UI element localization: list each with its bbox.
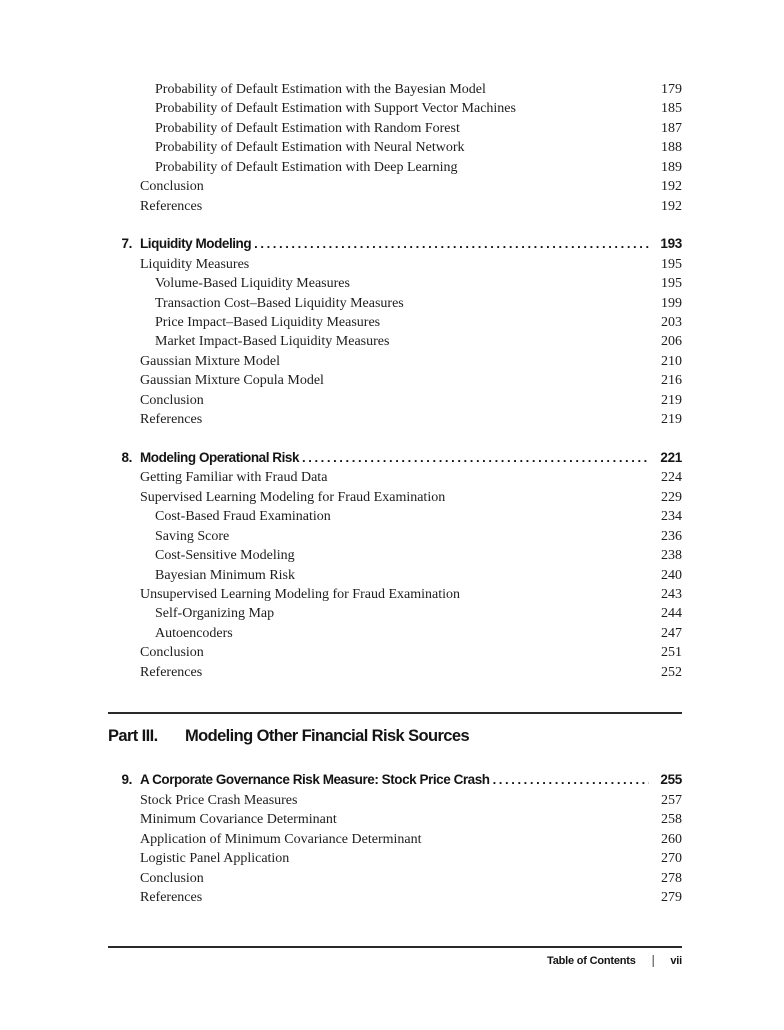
toc-entry-row	[108, 663, 682, 682]
toc-entry-page: 187	[661, 120, 682, 136]
toc-entry-page: 192	[661, 198, 682, 214]
part-heading	[108, 727, 682, 746]
toc-entry-label: Saving Score	[155, 528, 230, 544]
toc-entry-page: 234	[661, 509, 682, 525]
toc-entry-label: Supervised Learning Modeling for Fraud Examination	[140, 489, 446, 505]
toc-entry-label: Conclusion	[140, 870, 204, 886]
toc-entry-page: 210	[661, 353, 682, 369]
footer-rule	[108, 946, 682, 948]
toc-entry-page: 252	[661, 664, 682, 680]
part-divider-rule	[108, 712, 682, 714]
toc-entry-row	[108, 527, 682, 546]
footer-section-label: Table of Contents	[547, 955, 636, 967]
footer-separator: |	[651, 953, 655, 969]
toc-entry-row	[108, 99, 682, 118]
toc-entry-row	[108, 158, 682, 177]
toc-section	[108, 770, 682, 907]
toc-entry-row	[108, 849, 682, 868]
toc-entry-row	[108, 488, 682, 507]
toc-entry-label: Conclusion	[140, 645, 204, 661]
toc-entry-row	[108, 546, 682, 565]
toc-entry-label: Self-Organizing Map	[155, 606, 275, 622]
toc-entry-row	[108, 604, 682, 623]
toc-entry-label: Minimum Covariance Determinant	[140, 812, 337, 828]
part-section	[108, 712, 682, 746]
toc-entry-page: 240	[661, 567, 682, 583]
toc-entry-label: References	[140, 198, 203, 214]
toc-entry-row	[108, 313, 682, 332]
toc-entry-row	[108, 468, 682, 487]
toc-entry-label: Probability of Default Estimation with Deep Learning	[155, 159, 458, 175]
toc-entry-page: 244	[661, 606, 682, 622]
chapter-page: 255	[660, 772, 682, 788]
toc-section	[108, 448, 682, 682]
chapter-page: 221	[660, 449, 682, 465]
toc-entry-row	[108, 643, 682, 662]
page-footer	[108, 946, 682, 967]
chapter-number: 7.	[121, 236, 132, 252]
toc-entry-row	[108, 177, 682, 196]
toc-entry-row	[108, 566, 682, 585]
toc-entry-page: 258	[661, 812, 682, 828]
toc-entry-row	[108, 274, 682, 293]
dot-leader	[493, 770, 649, 791]
toc-entry-row	[108, 255, 682, 274]
toc-entry-page: 270	[661, 851, 682, 867]
toc-entry-row	[108, 585, 682, 604]
chapter-title: Liquidity Modeling	[140, 236, 252, 252]
toc-entry-row	[108, 507, 682, 526]
toc-entry-label: Market Impact-Based Liquidity Measures	[155, 334, 390, 350]
toc-entry-row	[108, 119, 682, 138]
chapter-row	[108, 234, 682, 255]
chapter-row	[108, 770, 682, 791]
toc-entry-page: 278	[661, 870, 682, 886]
toc-entry-row	[108, 352, 682, 371]
toc-entry-row	[108, 791, 682, 810]
toc-entry-label: Bayesian Minimum Risk	[155, 567, 295, 583]
toc-entry-row	[108, 410, 682, 429]
toc-entry-label: References	[140, 664, 203, 680]
toc-entry-row	[108, 869, 682, 888]
toc-entry-page: 229	[661, 489, 682, 505]
toc-entry-page: 206	[661, 334, 682, 350]
toc-entry-label: Autoencoders	[155, 625, 233, 641]
toc-entry-label: Unsupervised Learning Modeling for Fraud Examination	[140, 586, 460, 602]
toc-entry-row	[108, 294, 682, 313]
toc-entry-row	[108, 888, 682, 907]
toc-entry-label: Probability of Default Estimation with Random Forest	[155, 120, 460, 136]
toc-entry-label: References	[140, 412, 203, 428]
chapter-title: A Corporate Governance Risk Measure: Stock Price Crash	[140, 772, 490, 788]
toc-entry-row	[108, 810, 682, 829]
toc-entry-page: 224	[661, 470, 682, 486]
toc-entry-page: 219	[661, 392, 682, 408]
toc-entry-page: 247	[661, 625, 682, 641]
chapter-row	[108, 448, 682, 469]
toc-entry-label: References	[140, 890, 203, 905]
dot-leader	[254, 234, 649, 255]
toc-entry-page: 199	[661, 295, 682, 311]
toc-entry-page: 188	[661, 140, 682, 156]
toc-entry-label: Probability of Default Estimation with Neural Network	[155, 140, 465, 156]
toc-entry-label: Gaussian Mixture Copula Model	[140, 373, 324, 389]
toc-entry-row	[108, 371, 682, 390]
part-title: Modeling Other Financial Risk Sources	[185, 727, 470, 746]
toc-section	[108, 234, 682, 430]
toc-entry-page: 238	[661, 548, 682, 564]
toc-entry-page: 257	[661, 792, 682, 808]
toc-entry-page: 192	[661, 179, 682, 195]
chapter-number: 8.	[121, 449, 132, 465]
toc-entry-label: Volume-Based Liquidity Measures	[155, 276, 350, 292]
toc-entry-label: Probability of Default Estimation with Support Vector Machines	[155, 101, 516, 117]
toc-entry-label: Transaction Cost–Based Liquidity Measures	[155, 295, 404, 311]
toc-entry-page: 203	[661, 315, 682, 331]
toc-entry-page: 185	[661, 101, 682, 117]
toc-entry-label: Getting Familiar with Fraud Data	[140, 470, 328, 486]
toc-entry-page: 260	[661, 831, 682, 847]
toc-entry-row	[108, 332, 682, 351]
toc-entry-label: Price Impact–Based Liquidity Measures	[155, 315, 381, 331]
toc-entry-label: Conclusion	[140, 392, 204, 408]
table-of-contents	[108, 80, 682, 907]
part-label: Part III.	[108, 727, 158, 746]
toc-entry-row	[108, 624, 682, 643]
toc-entry-page: 195	[661, 256, 682, 272]
footer-page-number: vii	[670, 955, 682, 967]
toc-entry-label: Liquidity Measures	[140, 256, 250, 272]
toc-entry-page: 279	[661, 890, 682, 905]
toc-entry-row	[108, 197, 682, 216]
toc-entry-label: Application of Minimum Covariance Determinant	[140, 831, 422, 847]
toc-entry-label: Cost-Sensitive Modeling	[155, 548, 295, 564]
toc-entry-page: 189	[661, 159, 682, 175]
toc-entry-row	[108, 80, 682, 99]
toc-entry-page: 219	[661, 412, 682, 428]
toc-entry-row	[108, 391, 682, 410]
toc-entry-label: Logistic Panel Application	[140, 851, 290, 867]
toc-entry-page: 216	[661, 373, 682, 389]
chapter-page: 193	[660, 236, 682, 252]
chapter-number: 9.	[121, 772, 132, 788]
toc-entry-label: Gaussian Mixture Model	[140, 353, 280, 369]
toc-entry-page: 236	[661, 528, 682, 544]
toc-entry-page: 179	[661, 82, 682, 97]
toc-entry-page: 243	[661, 586, 682, 602]
toc-entry-row	[108, 138, 682, 157]
toc-entry-label: Conclusion	[140, 179, 204, 195]
toc-entry-label: Cost-Based Fraud Examination	[155, 509, 331, 525]
toc-entry-row	[108, 830, 682, 849]
toc-section	[108, 80, 682, 216]
dot-leader	[302, 448, 649, 469]
chapter-title: Modeling Operational Risk	[140, 449, 300, 465]
toc-entry-page: 195	[661, 276, 682, 292]
toc-entry-page: 251	[661, 645, 682, 661]
toc-entry-label: Stock Price Crash Measures	[140, 792, 298, 808]
toc-entry-label: Probability of Default Estimation with the Bayesian Model	[155, 82, 486, 97]
